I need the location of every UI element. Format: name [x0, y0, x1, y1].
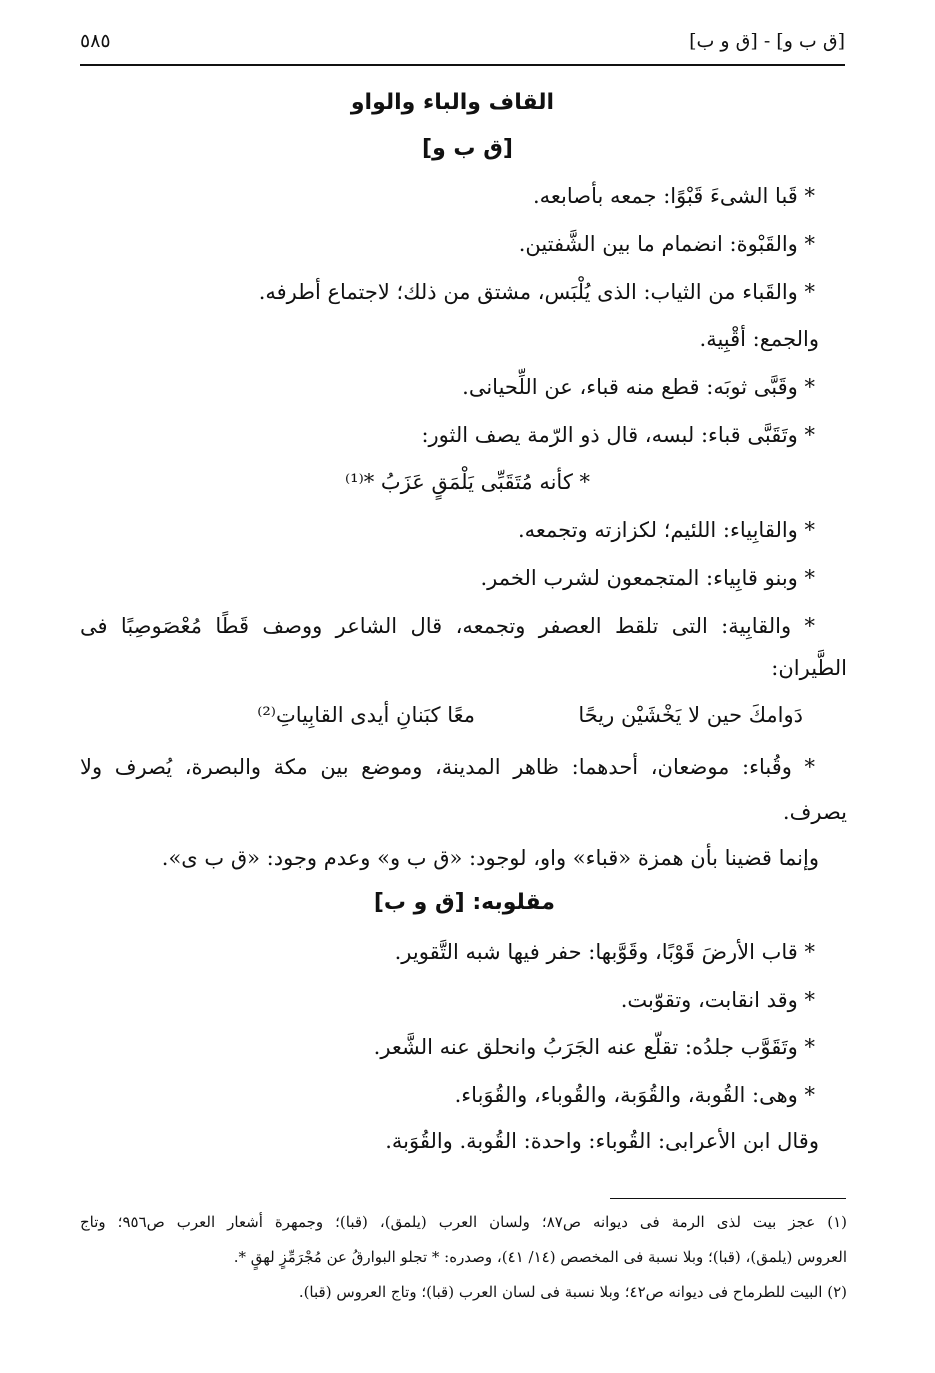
- footnote: (٢) البيت للطرماح فى ديوانه ص٤٢؛ وبلا نسبة فى لسان العرب (قبا)؛ وتاج العروس (قبا).: [298, 1283, 847, 1301]
- header-rule: [80, 64, 845, 66]
- footnote-rule: [610, 1198, 846, 1199]
- entry-line: * وقد انقابت، وتقوّبت.: [620, 988, 815, 1012]
- entry-line: * وتَقَوَّب جلدُه: تقلّع عنه الجَرَبُ وانحلق عنه الشَّعر.: [373, 1035, 815, 1059]
- entry-line: الطَّيران:: [771, 656, 847, 680]
- verse-hemistich-second: معًا كبَنانِ أيدى القابِياتِ⁽²⁾: [257, 703, 475, 727]
- entry-line: * قَبا الشىءَ قَبْوًا: جمعه بأصابعه.: [532, 184, 815, 208]
- entry-line: * والقابِية: التى تلقط العصفر وتجمعه، قال الشاعر ووصف قَطًا مُعْصَوصِبًا فى: [80, 614, 815, 638]
- subsection-title: مقلوبه: [ق و ب]: [373, 890, 555, 915]
- entry-line: * قاب الأرضَ قَوْبًا، وقَوَّبها: حفر فيها شبه التَّقوير.: [394, 940, 815, 964]
- entry-line: يصرف.: [782, 800, 847, 824]
- page-number: ٥٨٥: [80, 30, 111, 52]
- entry-line: * والقَباء من الثياب: الذى يُلْبَس، مشتق من ذلك؛ لاجتماع أطرفه.: [258, 280, 815, 304]
- entry-line: * وهى: القُوبة، والقُوَبة، والقُوباء، والقُوَباء.: [454, 1083, 815, 1107]
- entry-line: وإنما قضينا بأن همزة «قباء» واو، لوجود: «ق ب و» وعدم وجود: «ق ب ى».: [161, 846, 819, 870]
- root-title: [ق ب و]: [422, 136, 513, 161]
- entry-line: * وتَقَبَّى قباء: لبسه، قال ذو الرّمة يصف الثور:: [421, 423, 815, 447]
- footnote: العروس (يلمق)، (قبا)؛ وبلا نسبة فى المخصص (١٤/ ٤١)، وصدره: * تجلو البوارقُ عن مُجْرَمِّزٍ لهقٍ *.: [233, 1248, 847, 1266]
- verse-hemistich-first: دَوامكَ حين لا يَخْشَيْن ريحًا: [578, 703, 803, 727]
- verse-fragment: * كأنه مُتَقَبِّى يَلْمَقٍ عَزَبُ *⁽¹⁾: [344, 470, 590, 494]
- footnote: (١) عجز بيت لذى الرمة فى ديوانه ص٨٧؛ ولسان العرب (يلمق)، (قبا)؛ وجمهرة أشعار العرب ص٩٥٦؛ وتاج: [80, 1213, 847, 1231]
- entry-line: * وبنو قابِياء: المتجمعون لشرب الخمر.: [480, 566, 815, 590]
- entry-line: * وقَبَّى ثوبَه: قطع منه قباء، عن اللِّحيانى.: [462, 375, 815, 399]
- entry-line: وقال ابن الأعرابى: القُوباء: واحدة: القُوبة. والقُوَبة.: [385, 1129, 819, 1153]
- entry-line: * والقابِياء: اللئيم؛ لكزازته وتجمعه.: [517, 518, 815, 542]
- page-header: [80, 28, 845, 62]
- entry-line: * والقَبْوة: انضمام ما بين الشَّفتين.: [518, 232, 815, 256]
- entry-line: والجمع: أقْبِية.: [699, 327, 819, 351]
- running-title: [ق ب و] - [ق و ب]: [689, 30, 845, 52]
- section-title: القاف والباء والواو: [350, 90, 555, 115]
- entry-line: * وقُباء: موضعان، أحدهما: ظاهر المدينة، وموضع بين مكة والبصرة، يُصرف ولا: [80, 755, 815, 779]
